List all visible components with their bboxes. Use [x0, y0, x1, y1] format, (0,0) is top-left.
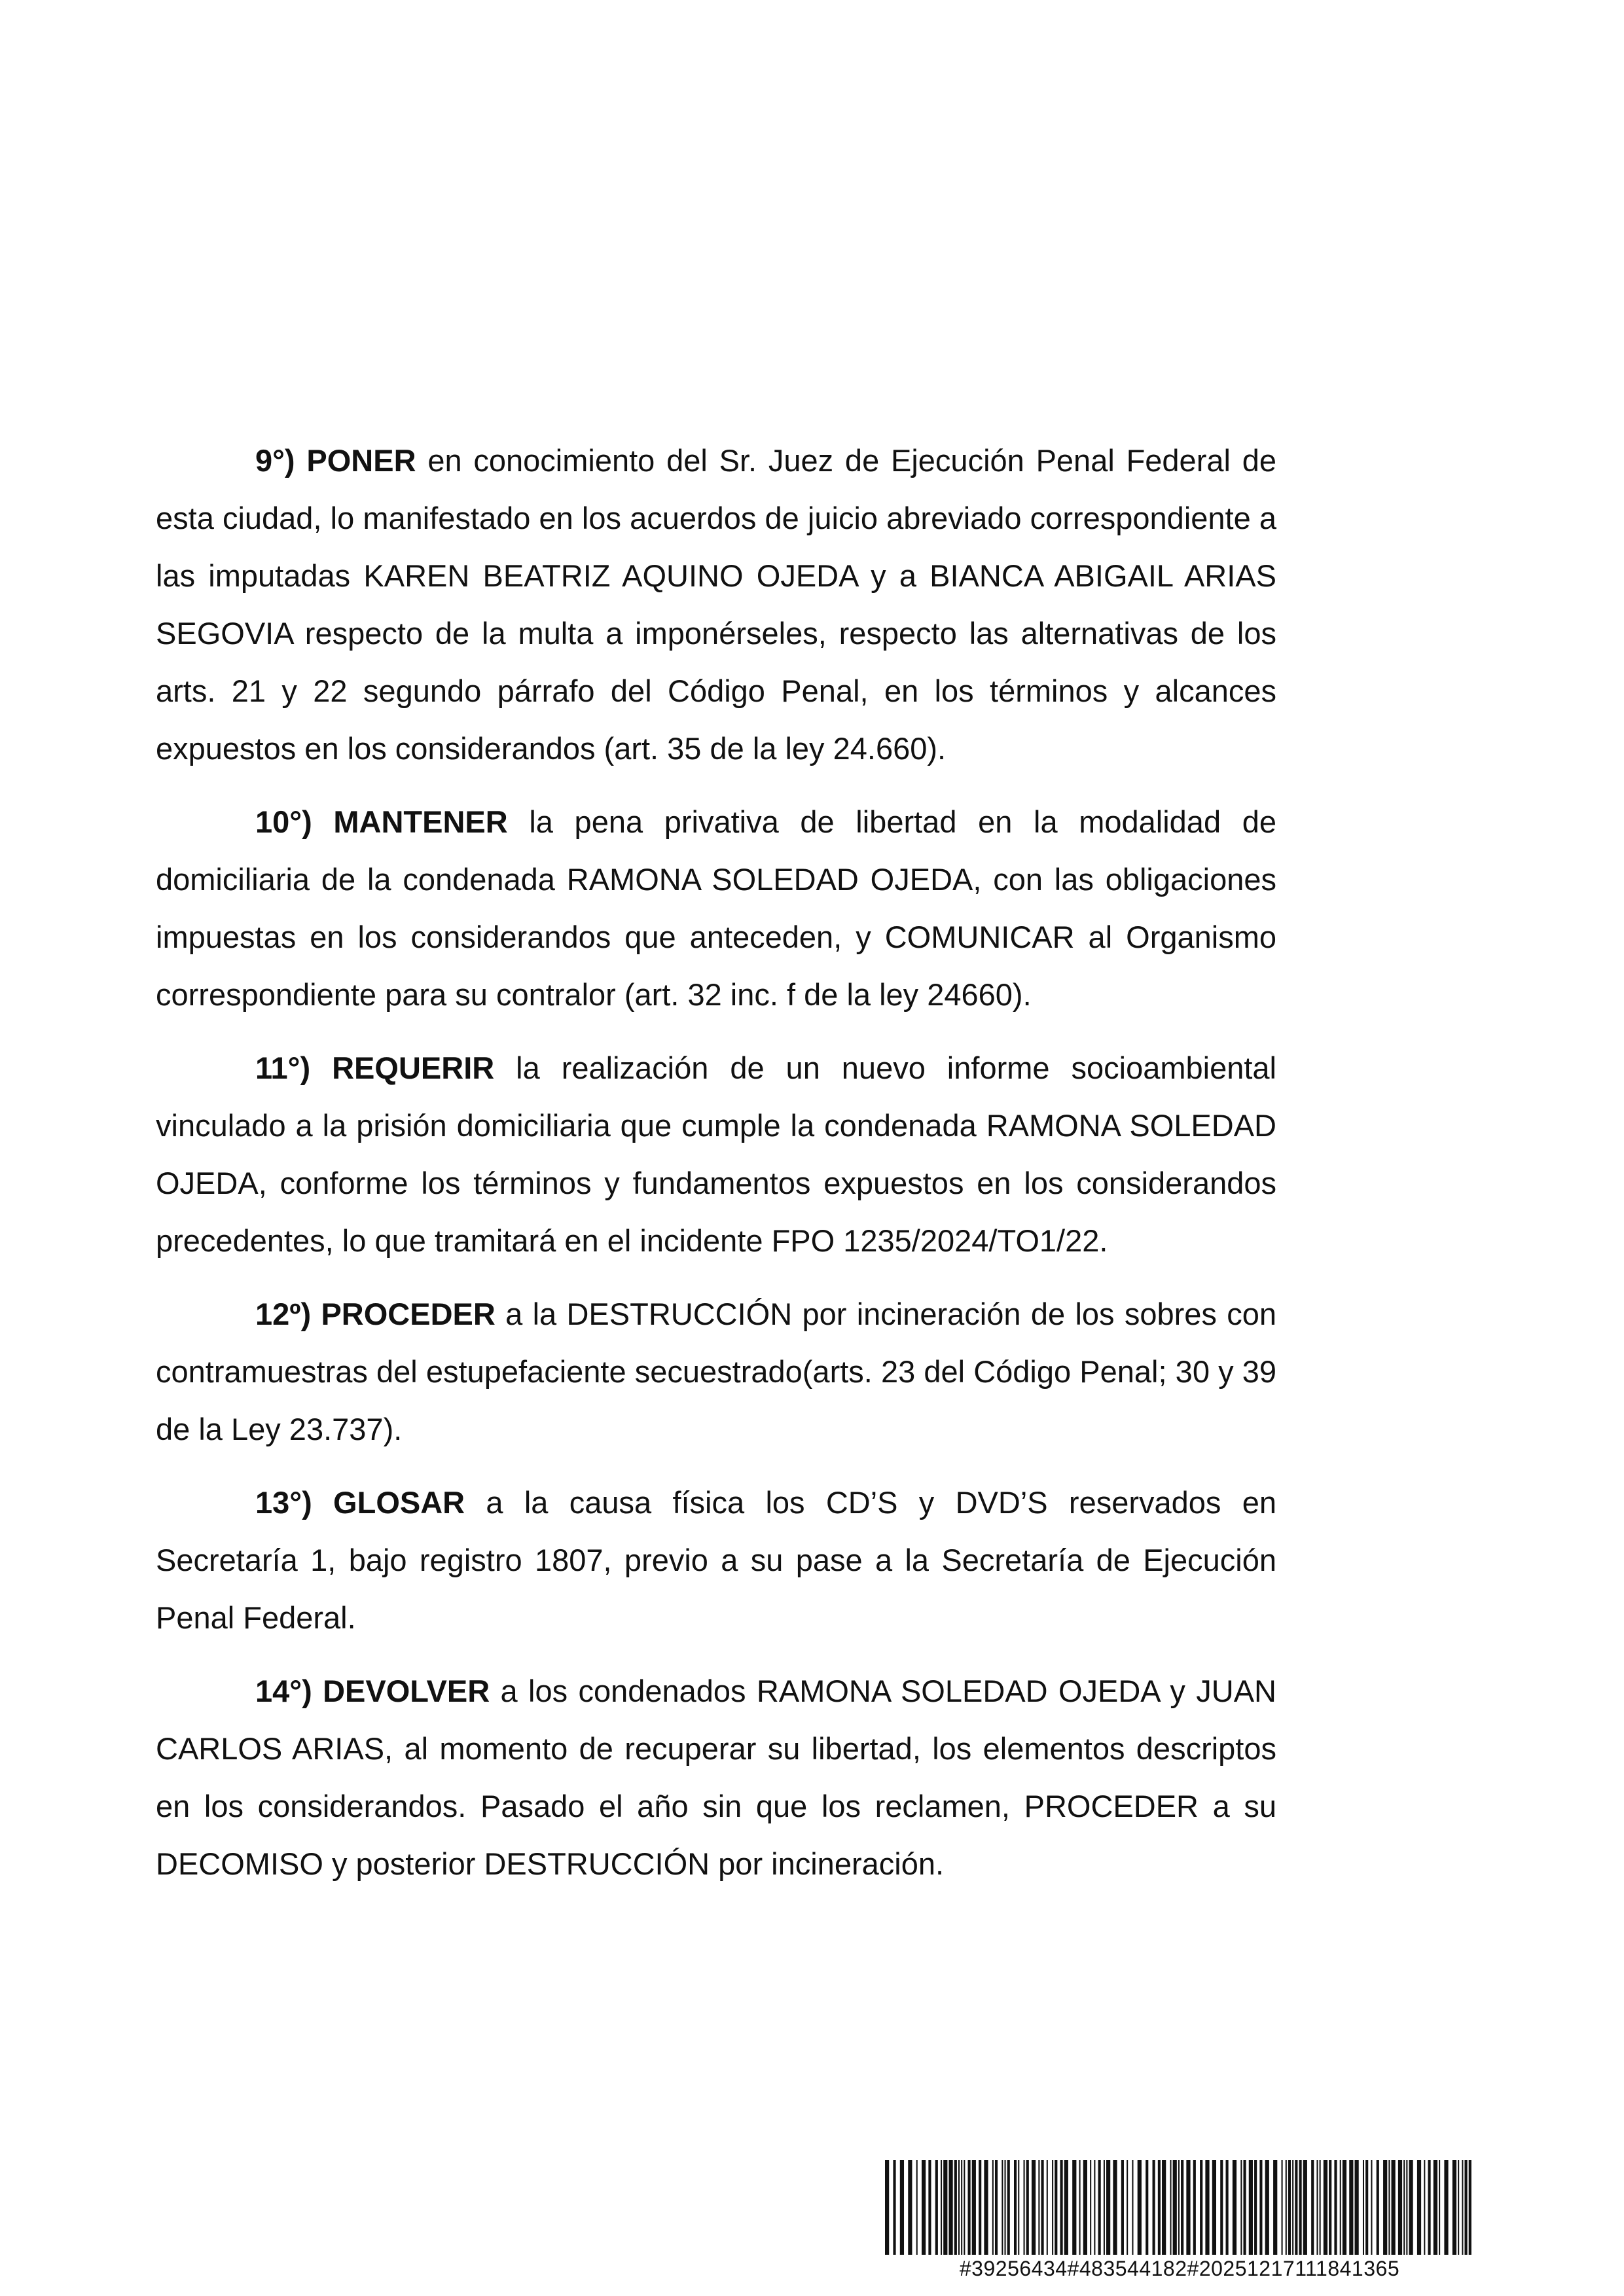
barcode-bar	[1079, 2160, 1081, 2255]
clause-verb: GLOSAR	[333, 1485, 465, 1520]
barcode-bar	[1292, 2160, 1293, 2255]
barcode-bar	[1162, 2160, 1166, 2255]
barcode-bar	[1060, 2160, 1063, 2255]
barcode-bar	[992, 2160, 994, 2255]
barcode-bar	[1355, 2160, 1359, 2255]
barcode-bar	[1004, 2160, 1005, 2255]
barcode-bar	[916, 2160, 918, 2255]
barcode-icon	[885, 2160, 1474, 2255]
barcode-bar	[1178, 2160, 1180, 2255]
barcode-bar	[1041, 2160, 1043, 2255]
clause-number: 13°)	[255, 1485, 312, 1520]
clause-text: a la DESTRUCCIÓN por incineración de los sobres con contramuestras del estupefaciente secuestrado(arts. 23 del Código Penal; 30 y 39 de la Ley 23.737).	[156, 1297, 1276, 1446]
barcode-bar	[1032, 2160, 1036, 2255]
barcode-bar	[928, 2160, 931, 2255]
clause-text: la pena privativa de libertad en la modalidad de domiciliaria de la condenada RAMONA SOLEDAD OJEDA, con las obligaciones impuestas en los considerandos que anteceden, y COMUNICAR al Organismo correspondiente para su contralor (art. 32 inc. f de la ley 24660).	[156, 804, 1276, 1012]
barcode-bar	[964, 2160, 965, 2255]
barcode-bar	[1311, 2160, 1314, 2255]
clause-14	[156, 1662, 1276, 1893]
barcode-bar	[885, 2160, 889, 2255]
clause-number: 14°)	[255, 1674, 312, 1708]
clause-verb: PROCEDER	[321, 1297, 496, 1331]
barcode-bar	[954, 2160, 957, 2255]
barcode-bar	[1340, 2160, 1341, 2255]
barcode-bar	[1146, 2160, 1148, 2255]
barcode-bar	[1428, 2160, 1430, 2255]
barcode-id: #39256434#483544182#20251217111841365	[959, 2257, 1400, 2280]
barcode-bar	[1193, 2160, 1196, 2255]
barcode-bar	[1226, 2160, 1229, 2255]
barcode-bar	[1388, 2160, 1390, 2255]
clause-text: la realización de un nuevo informe socioambiental vinculado a la prisión domiciliaria que cumple la condenada RAMONA SOLEDAD OJEDA, conforme los términos y fundamentos expuestos en los considerandos precedentes, lo que tramitará en el incidente FPO 1235/2024/TO1/22.	[156, 1050, 1276, 1258]
clause-9	[156, 432, 1276, 778]
barcode-bar	[1127, 2160, 1128, 2255]
barcode-bar	[984, 2160, 988, 2255]
barcode-bar	[935, 2160, 938, 2255]
barcode-bar	[1138, 2160, 1142, 2255]
barcode-bar	[1334, 2160, 1337, 2255]
barcode-bar	[1417, 2160, 1421, 2255]
barcode-bar	[1200, 2160, 1202, 2255]
barcode-bar	[1406, 2160, 1407, 2255]
barcode-bar	[1170, 2160, 1171, 2255]
barcode-bar	[1233, 2160, 1236, 2255]
clause-verb: DEVOLVER	[323, 1674, 490, 1708]
barcode-bar	[1052, 2160, 1053, 2255]
barcode-bar	[1377, 2160, 1379, 2255]
barcode-bar	[1055, 2160, 1057, 2255]
document-body	[156, 432, 1276, 1909]
clause-text: a los condenados RAMONA SOLEDAD OJEDA y JUAN CARLOS ARIAS, al momento de recuperar su libertad, los elementos descriptos en los considerandos. Pasado el año sin que los reclamen, PROCEDER a su DECOMISO y posterior DESTRUCCIÓN por incineración.	[156, 1674, 1276, 1881]
barcode-bar	[1212, 2160, 1216, 2255]
barcode-bar	[1295, 2160, 1297, 2255]
barcode-bar	[922, 2160, 926, 2255]
barcode-bar	[1453, 2160, 1456, 2255]
barcode-bar	[1320, 2160, 1321, 2255]
barcode-bar	[968, 2160, 971, 2255]
barcode-bar	[1090, 2160, 1091, 2255]
barcode-bar	[1205, 2160, 1209, 2255]
barcode-bar	[995, 2160, 998, 2255]
barcode-bar	[1047, 2160, 1048, 2255]
barcode-bar	[1392, 2160, 1396, 2255]
barcode-bar	[1083, 2160, 1087, 2255]
barcode-bar	[1329, 2160, 1331, 2255]
barcode-bar	[1173, 2160, 1177, 2255]
barcode-bar	[961, 2160, 962, 2255]
barcode-bar	[1240, 2160, 1242, 2255]
barcode-bar	[943, 2160, 947, 2255]
barcode-bar	[958, 2160, 960, 2255]
barcode-bar	[1273, 2160, 1277, 2255]
clause-verb: PONER	[306, 443, 416, 478]
barcode-bar	[1371, 2160, 1372, 2255]
barcode-bar	[1026, 2160, 1029, 2255]
barcode-bar	[1349, 2160, 1353, 2255]
barcode-bar	[1024, 2160, 1025, 2255]
barcode-bar	[1121, 2160, 1124, 2255]
barcode-bar	[1007, 2160, 1010, 2255]
barcode-bar	[893, 2160, 895, 2255]
clause-10	[156, 793, 1276, 1024]
barcode-bar	[1106, 2160, 1110, 2255]
document-barcode	[885, 2160, 1474, 2291]
barcode-bar	[1249, 2160, 1253, 2255]
barcode-bar	[1365, 2160, 1368, 2255]
barcode-bar	[1014, 2160, 1017, 2255]
barcode-bar	[1424, 2160, 1425, 2255]
barcode-bar	[1064, 2160, 1068, 2255]
barcode-bar	[1439, 2160, 1440, 2255]
barcode-bar	[1363, 2160, 1364, 2255]
barcode-bar	[1316, 2160, 1318, 2255]
barcode-bar	[1038, 2160, 1039, 2255]
barcode-bar	[1464, 2160, 1467, 2255]
barcode-bar	[1243, 2160, 1246, 2255]
barcode-bar	[1181, 2160, 1183, 2255]
barcode-bar	[1001, 2160, 1003, 2255]
clause-number: 9°)	[255, 443, 295, 478]
barcode-bar	[1132, 2160, 1133, 2255]
clause-number: 12º)	[255, 1297, 312, 1331]
barcode-bar	[1254, 2160, 1257, 2255]
barcode-bar	[1259, 2160, 1262, 2255]
clause-13	[156, 1474, 1276, 1647]
clause-number: 11°)	[255, 1050, 311, 1085]
barcode-bar	[1299, 2160, 1301, 2255]
barcode-bar	[1462, 2160, 1463, 2255]
barcode-bar	[908, 2160, 912, 2255]
barcode-bar	[1094, 2160, 1095, 2255]
clause-text: a la causa física los CD’S y DVD’S reservados en Secretaría 1, bajo registro 1807, previo a su pase a la Secretaría de Ejecución Penal Federal.	[156, 1485, 1276, 1635]
barcode-bar	[1434, 2160, 1437, 2255]
barcode-bar	[1104, 2160, 1105, 2255]
barcode-bar	[1018, 2160, 1019, 2255]
clause-12	[156, 1285, 1276, 1458]
barcode-bar	[979, 2160, 981, 2255]
clause-verb: REQUERIR	[332, 1050, 495, 1085]
clause-verb: MANTENER	[333, 804, 508, 839]
barcode-bar	[1409, 2160, 1413, 2255]
barcode-bar	[941, 2160, 942, 2255]
barcode-bar	[1072, 2160, 1076, 2255]
barcode-bar	[1113, 2160, 1117, 2255]
barcode-bar	[1282, 2160, 1283, 2255]
barcode-bar	[1153, 2160, 1155, 2255]
barcode-bar	[948, 2160, 952, 2255]
barcode-bar	[1220, 2160, 1223, 2255]
barcode-bar	[1286, 2160, 1287, 2255]
barcode-bar	[1158, 2160, 1161, 2255]
barcode-bar	[1343, 2160, 1346, 2255]
barcode-bar	[1303, 2160, 1307, 2255]
barcode-bar	[1469, 2160, 1471, 2255]
barcode-bar	[1458, 2160, 1459, 2255]
barcode-bar	[1324, 2160, 1327, 2255]
barcode-bar	[900, 2160, 904, 2255]
barcode-bar	[1288, 2160, 1291, 2255]
barcode-bar	[1265, 2160, 1269, 2255]
clause-11	[156, 1039, 1276, 1270]
barcode-bar	[1098, 2160, 1101, 2255]
barcode-bar	[1383, 2160, 1387, 2255]
clause-number: 10°)	[255, 804, 312, 839]
barcode-bar	[1398, 2160, 1402, 2255]
barcode-bar	[972, 2160, 976, 2255]
barcode-bar	[1444, 2160, 1448, 2255]
clause-text: en conocimiento del Sr. Juez de Ejecución Penal Federal de esta ciudad, lo manifestado en los acuerdos de juicio abreviado correspondiente a las imputadas KAREN BEATRIZ AQUINO OJEDA y a BIANCA ABIGAIL ARIAS SEGOVIA respecto de la multa a imponérseles, respecto las alternativas de los arts. 21 y 22 segundo párrafo del Código Penal, en los términos y alcances expuestos en los considerandos (art. 35 de la ley 24.660).	[156, 443, 1276, 766]
barcode-bar	[1186, 2160, 1190, 2255]
barcode-bar	[1403, 2160, 1405, 2255]
